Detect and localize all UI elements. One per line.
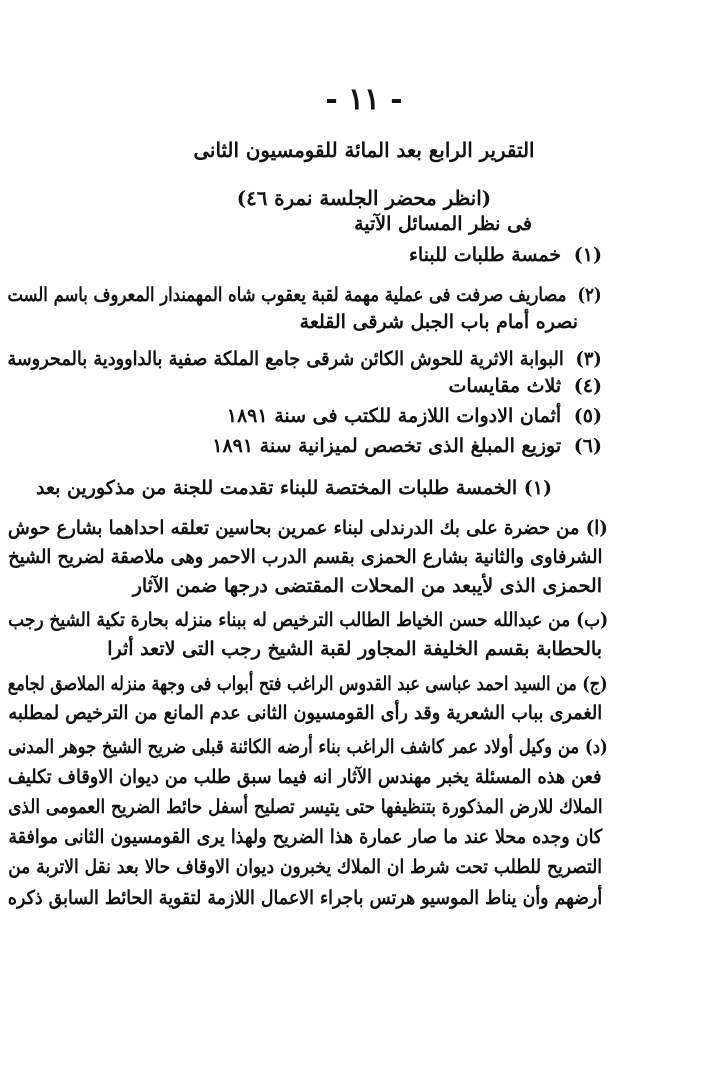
agenda-item (8, 347, 602, 371)
agenda-item (409, 243, 602, 267)
item-text: ثلاث مقايسات (448, 375, 562, 397)
paragraph-line: (ا) من حضرة على بك الدرندلى لبناء عمرين بحاسين تعلقه احداهما بشارع حوش (8, 517, 608, 539)
paragraph-line: (ج) من السيد احمد عباسى عبد القدوس الراغب فتح أبواب فى وجهة منزله الملاصق لجامع (8, 673, 608, 695)
item-number: (٦) (573, 435, 602, 457)
section-heading: (١) الخمسة طلبات المختصة للبناء تقدمت للجنة من مذكورين بعد (36, 477, 552, 499)
agenda-item (449, 374, 602, 398)
report-title: التقرير الرابع بعد المائة للقومسيون الثانى (193, 138, 535, 162)
page-number: - ١١ - (325, 82, 403, 117)
report-subtitle: (انظر محضر الجلسة نمرة ٤٦) (236, 186, 492, 210)
item-text: مصاريف صرفت فى عملية مهمة لقبة يعقوب شاه المهمندار المعروف باسم الست (7, 284, 567, 306)
agenda-item (8, 283, 602, 307)
paragraph-line: بالحطابة بقسم الخليفة المجاور لقبة الشيخ رجب التى لاتعد أثرا (107, 638, 602, 660)
paragraph-line: (ب) من عبدالله حسن الخياط الطالب الترخيص له ببناء منزله بحارة تكية الشيخ رجب (7, 609, 608, 631)
paragraph-line: الحمزى الذى لأيبعد من المحلات المقتضى درجها ضمن الآثار (132, 575, 602, 597)
item-text: أثمان الادوات اللازمة للكتب فى سنة ١٨٩١ (226, 405, 562, 427)
agenda-item (212, 434, 602, 458)
paragraph-line: كان وجده محلا عند ما صار عمارة هذا الضريح ولهذا يرى القومسيون الثانى موافقة (8, 826, 602, 848)
item-number: (١) (573, 244, 602, 266)
paragraph-line: التصريح للطلب تحت شرط ان الملاك يخبرون ديوان الاوقاف حالا بعد نقل الاتربة من (8, 856, 602, 878)
item-text: خمسة طلبات للبناء (408, 244, 562, 266)
item-number: (٢) (577, 284, 602, 306)
paragraph-line: فعن هذه المسئلة يخبر مهندس الآثار انه فيما سبق طلب من ديوان الاوقاف تكليف (8, 766, 602, 788)
item-text: توزيع المبلغ الذى تخصص لميزانية سنة ١٨٩١ (212, 435, 562, 457)
item-text-continued: نصره أمام باب الجبل شرقى القلعة (299, 311, 578, 333)
item-number: (٤) (573, 375, 602, 397)
paragraph-line: الملاك للارض المذكورة بتنظيفها حتى يتيسر تصليح أسفل حائط الضريح العمومى الذى (7, 796, 602, 818)
paragraph-line: الشرفاوى والثانية بشارع الحمزى بقسم الدرب الاحمر وهى ملاصقة لضريح الشيخ (7, 546, 602, 568)
paragraph-line: أرضهم وأن يناط الموسيو هرتس باجراء الاعمال اللازمة لتقوية الحائط السابق ذكره (7, 887, 602, 909)
item-text: البوابة الاثرية للحوش الكائن شرقى جامع الملكة صفية بالداوودية بالمحروسة (7, 348, 565, 370)
agenda-item (227, 404, 602, 428)
paragraph-line: الغمرى بباب الشعرية وقد رأى القومسيون الثانى عدم المانع من الترخيص لمطلبه (8, 702, 602, 724)
paragraph-line: (د) من وكيل أولاد عمر كاشف الراغب بناء أرضه الكائنة قبلى ضريح الشيخ جوهر المدنى (8, 736, 608, 758)
item-number: (٣) (575, 348, 602, 370)
item-number: (٥) (573, 405, 602, 427)
intro-line: فى نظر المسائل الآتية (354, 213, 532, 235)
